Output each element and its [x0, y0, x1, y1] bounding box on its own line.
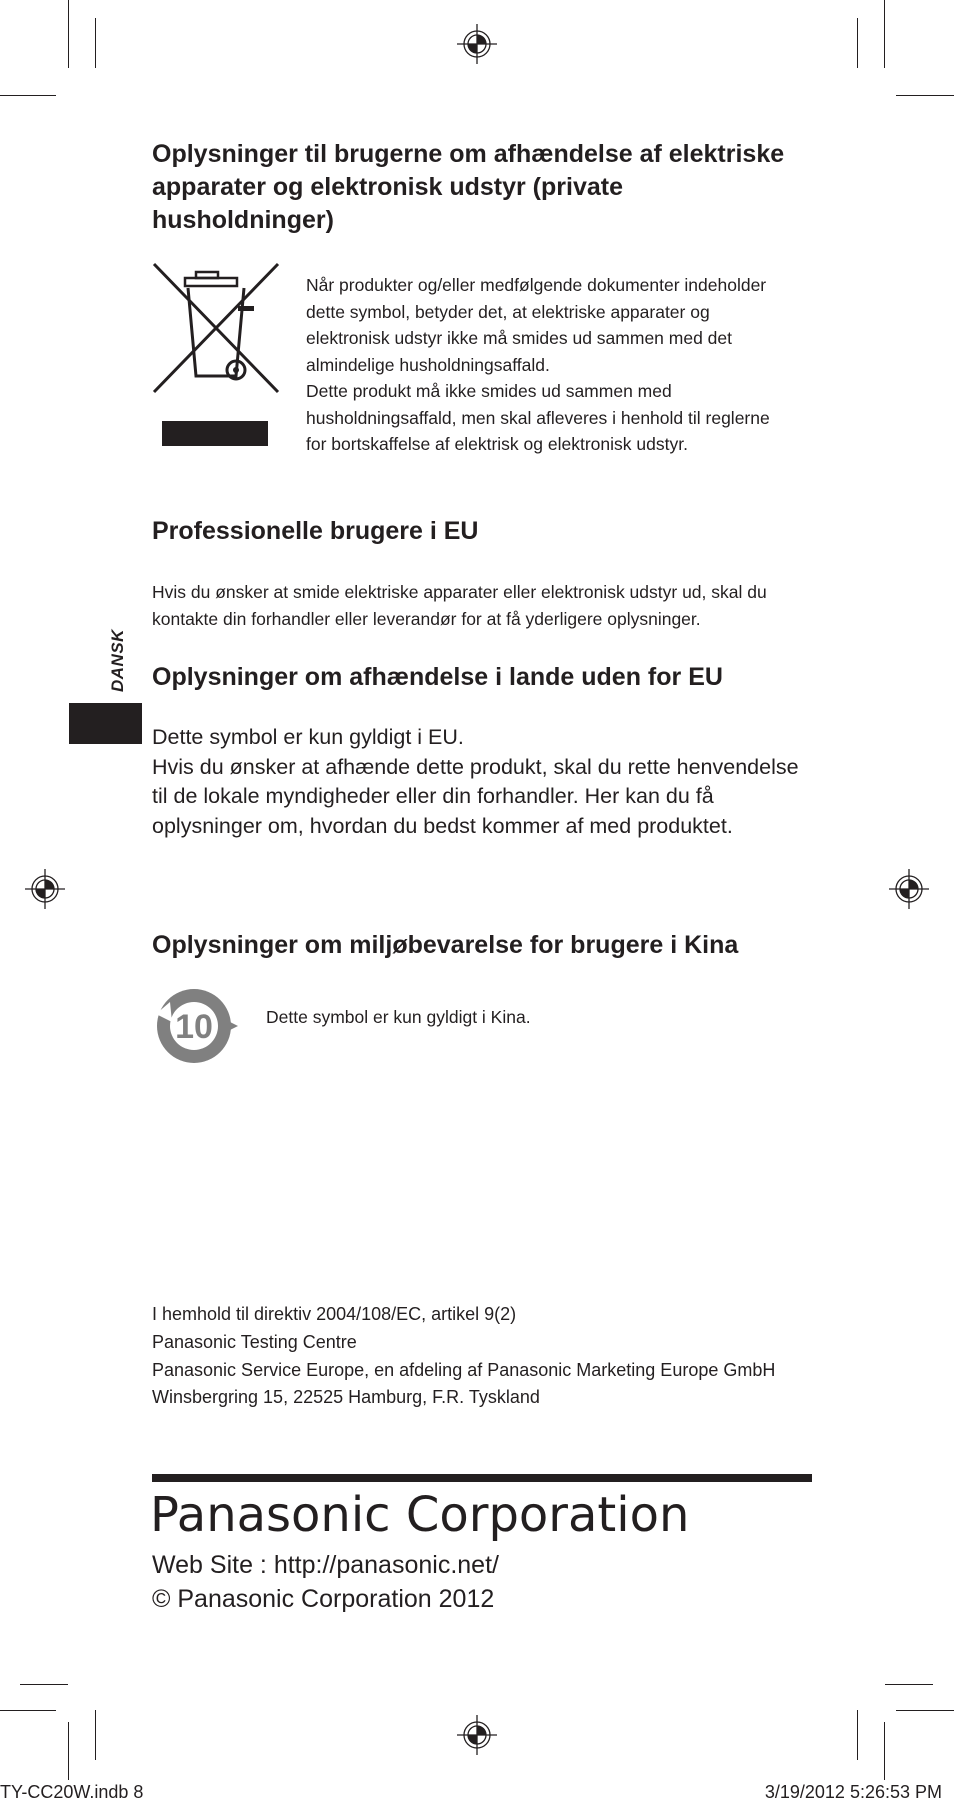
china-icon-number: 10	[175, 1008, 213, 1046]
language-tab-label: DANSK	[108, 629, 127, 692]
disposal-paragraph-2: Dette produkt må ikke smides ud sammen med husholdningsaffald, men skal afleveres i henhold til reglerne for bortskaffelse af elektrisk og elektronisk udstyr.	[306, 381, 770, 454]
directive-line-4: Winsbergring 15, 22525 Hamburg, F.R. Tyskland	[152, 1387, 540, 1407]
language-tab-bar	[69, 703, 142, 744]
professional-title: Professionelle brugere i EU	[152, 517, 479, 545]
registration-mark-icon	[889, 869, 929, 909]
registration-mark-icon	[457, 24, 497, 64]
directive-line-2: Panasonic Testing Centre	[152, 1332, 357, 1352]
china-text: Dette symbol er kun gyldigt i Kina.	[266, 1007, 531, 1027]
registration-mark-icon	[457, 1715, 497, 1755]
china-title: Oplysninger om miljøbevarelse for brugere i Kina	[152, 931, 739, 959]
outside-eu-line-1: Dette symbol er kun gyldigt i EU.	[152, 725, 464, 749]
registration-mark-icon	[25, 869, 65, 909]
website-link[interactable]: Web Site : http://panasonic.net/	[152, 1551, 499, 1579]
outside-eu-title: Oplysninger om afhændelse i lande uden for EU	[152, 663, 723, 691]
outside-eu-text: Hvis du ønsker at afhænde dette produkt, skal du rette henvendelse til de lokale myndigheder eller din forhandler. Her kan du få oplysninger om, hvordan du bedst kommer af med produktet.	[152, 754, 799, 838]
crossed-out-wheelie-bin-icon	[152, 260, 280, 448]
slug-file: TY-CC20W.indb 8	[0, 1782, 144, 1802]
professional-text: Hvis du ønsker at smide elektriske apparater eller elektronisk udstyr ud, skal du kontakte din forhandler eller leverandør for at få yderligere oplysninger.	[152, 582, 767, 629]
disposal-title: Oplysninger til brugerne om afhændelse af elektriske apparater og elektronisk udstyr (private husholdninger)	[152, 140, 785, 234]
company-name: Panasonic Corporation	[150, 1487, 690, 1543]
disposal-paragraph-1: Når produkter og/eller medfølgende dokumenter indeholder dette symbol, betyder det, at elektriske apparater og elektronisk udstyr ikke må smides ud sammen med det almindelige husholdningsaffald.	[306, 275, 767, 375]
copyright: © Panasonic Corporation 2012	[152, 1585, 495, 1613]
directive-line-1: I hemhold til direktiv 2004/108/EC, artikel 9(2)	[152, 1304, 517, 1324]
china-environment-10-icon	[152, 988, 238, 1064]
footer-rule	[152, 1474, 812, 1482]
slug-date: 3/19/2012 5:26:53 PM	[764, 1782, 942, 1802]
directive-line-3: Panasonic Service Europe, en afdeling af Panasonic Marketing Europe GmbH	[152, 1360, 776, 1380]
